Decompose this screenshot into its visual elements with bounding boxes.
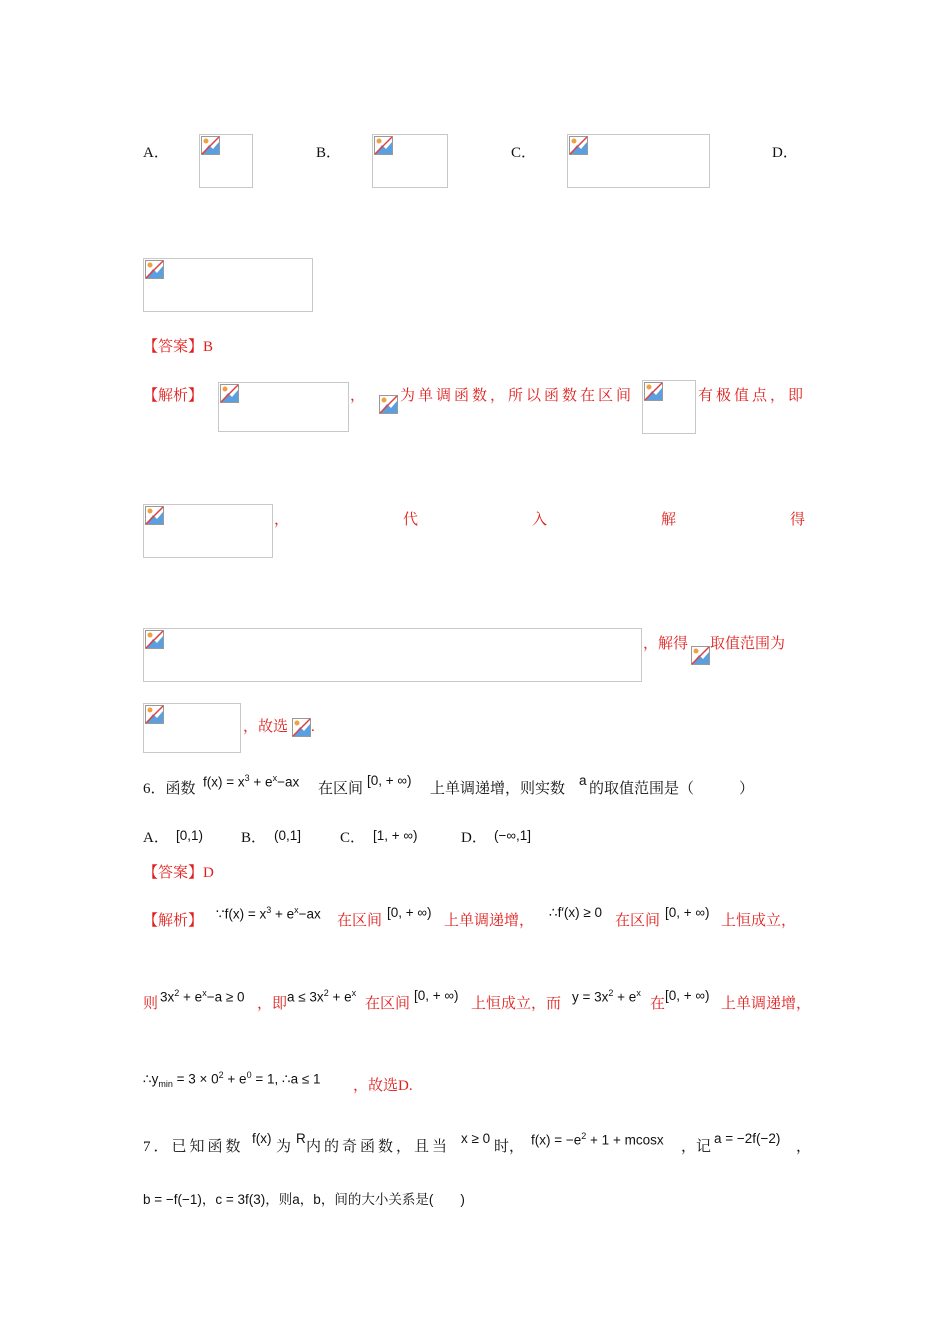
q6-analysis-text: 则 — [143, 996, 159, 1012]
q6-analysis-text: ，即 — [257, 996, 288, 1012]
q6-interval: [0, + ∞) — [367, 773, 412, 788]
q6-analysis-interval: [0, + ∞) — [665, 905, 710, 920]
q6-option-a-value: [0,1) — [176, 828, 204, 843]
q7-math: R — [296, 1131, 306, 1146]
q6-analysis-text: 在区间 — [615, 913, 661, 929]
q6-option-c-value: [1, + ∞) — [373, 828, 418, 843]
q5-analysis-label: 【解析】 — [143, 388, 204, 404]
analysis-text: 有极值点，即 — [698, 388, 807, 404]
q6-option-d-label: D． — [461, 830, 487, 846]
q6-lead: 6．函数 — [143, 781, 196, 797]
broken-image-icon — [145, 630, 164, 649]
broken-image-icon — [145, 506, 164, 525]
q6-analysis-math: $3x^2 + e^x-a \ge 0$ — [160, 988, 245, 1005]
analysis-text: 取值范围为 — [710, 636, 786, 652]
comma: ， — [274, 512, 290, 528]
q6-var: a — [579, 773, 587, 788]
analysis-word: 得 — [790, 512, 806, 528]
broken-image-icon — [644, 382, 663, 401]
q7-text: 内的奇函数，且当 — [306, 1139, 451, 1155]
option-c-image — [567, 134, 710, 188]
q6-analysis-text: ，故选D. — [353, 1078, 413, 1094]
q6-analysis-math: $\therefore y_{min} = 3 \times 0^2 + e^0 = 1$, ∴a ≤ 1 — [143, 1070, 321, 1090]
broken-image-icon — [374, 136, 393, 155]
inline-image — [291, 717, 311, 739]
analysis-word: 代 — [403, 512, 419, 528]
range-image — [143, 703, 241, 753]
q7-line2: b = −f(−1)，c = 3f(3)，则a，b，间的大小关系是( ) — [143, 1192, 465, 1207]
q6-analysis-text: 上恒成立， — [721, 913, 797, 929]
q6-analysis-label: 【解析】 — [143, 913, 204, 929]
broken-image-icon — [201, 136, 220, 155]
q5-answer: 【答案】B — [143, 339, 214, 355]
q7-math: $f(x) = -e^2 + 1 + mcosx$ — [531, 1131, 664, 1148]
q7-math: f(x) — [252, 1131, 272, 1146]
q6-analysis-math: ∵f(x) = $x^3 + e^x-ax$ — [216, 905, 321, 922]
q6-answer: 【答案】D — [143, 865, 214, 881]
option-a-image — [199, 134, 253, 188]
q7-text: 为 — [276, 1139, 292, 1155]
q6-analysis-text: 在 — [650, 996, 666, 1012]
broken-image-icon — [691, 646, 710, 665]
q6-analysis-math: $y = 3x^2 + e^x$ — [572, 988, 641, 1005]
comma: ， — [350, 388, 366, 404]
broken-image-icon — [292, 718, 311, 737]
analysis-word: 入 — [532, 512, 548, 528]
q7-math: x ≥ 0 — [461, 1131, 491, 1146]
q7-math: a = −2f(−2) — [714, 1131, 781, 1146]
q6-option-b-label: B． — [241, 830, 267, 846]
broken-image-icon — [569, 136, 588, 155]
q7-lead: 7．已知函数 — [143, 1139, 244, 1155]
option-d-label: D． — [772, 145, 798, 161]
analysis-text: ，解得 — [643, 636, 689, 652]
broken-image-icon — [145, 705, 164, 724]
option-d-image — [143, 258, 313, 312]
solution-image — [143, 628, 642, 682]
q6-analysis-text: 上恒成立，而 — [471, 996, 562, 1012]
q6-text: 在区间 — [318, 781, 364, 797]
q7-text: 时， — [494, 1139, 525, 1155]
q6-analysis-text: 上单调递增， — [444, 913, 535, 929]
analysis-text: 为单调函数，所以函数在区间 — [400, 388, 635, 404]
option-c-label: C． — [511, 145, 537, 161]
q6-text: 上单调递增，则实数 — [430, 781, 566, 797]
q6-analysis-interval: [0, + ∞) — [665, 988, 710, 1003]
period: . — [311, 719, 315, 735]
q6-text: 的取值范围是（ ） — [589, 781, 755, 797]
q7-text: ， — [796, 1139, 812, 1155]
option-b-image — [372, 134, 448, 188]
analysis-formula-image — [218, 382, 349, 432]
broken-image-icon — [145, 260, 164, 279]
q6-option-a-label: A． — [143, 830, 169, 846]
option-b-label: B． — [316, 145, 342, 161]
q6-analysis-interval: [0, + ∞) — [414, 988, 459, 1003]
q6-function: $f(x) = x^3 + e^x-ax$ — [203, 773, 300, 790]
q6-analysis-math: ∴f′(x) ≥ 0 — [549, 905, 603, 920]
q6-analysis-text: 上单调递增， — [721, 996, 812, 1012]
broken-image-icon — [220, 384, 239, 403]
analysis-word: 解 — [661, 512, 677, 528]
q7-text: ，记 — [681, 1139, 712, 1155]
q6-analysis-text: 在区间 — [365, 996, 411, 1012]
q6-option-d-value: (−∞,1] — [494, 828, 532, 843]
interval-image — [642, 380, 696, 434]
analysis-text: ，故选 — [243, 719, 289, 735]
option-a-label: A． — [143, 145, 169, 161]
inline-image — [378, 394, 398, 416]
q6-analysis-text: 在区间 — [337, 913, 383, 929]
equation-image — [143, 504, 273, 558]
q6-option-c-label: C． — [340, 830, 366, 846]
broken-image-icon — [379, 395, 398, 414]
inline-image — [690, 645, 710, 667]
q6-analysis-interval: [0, + ∞) — [387, 905, 432, 920]
q6-option-b-value: (0,1] — [274, 828, 302, 843]
q6-analysis-math: $a \le 3x^2 + e^x$ — [287, 988, 357, 1005]
